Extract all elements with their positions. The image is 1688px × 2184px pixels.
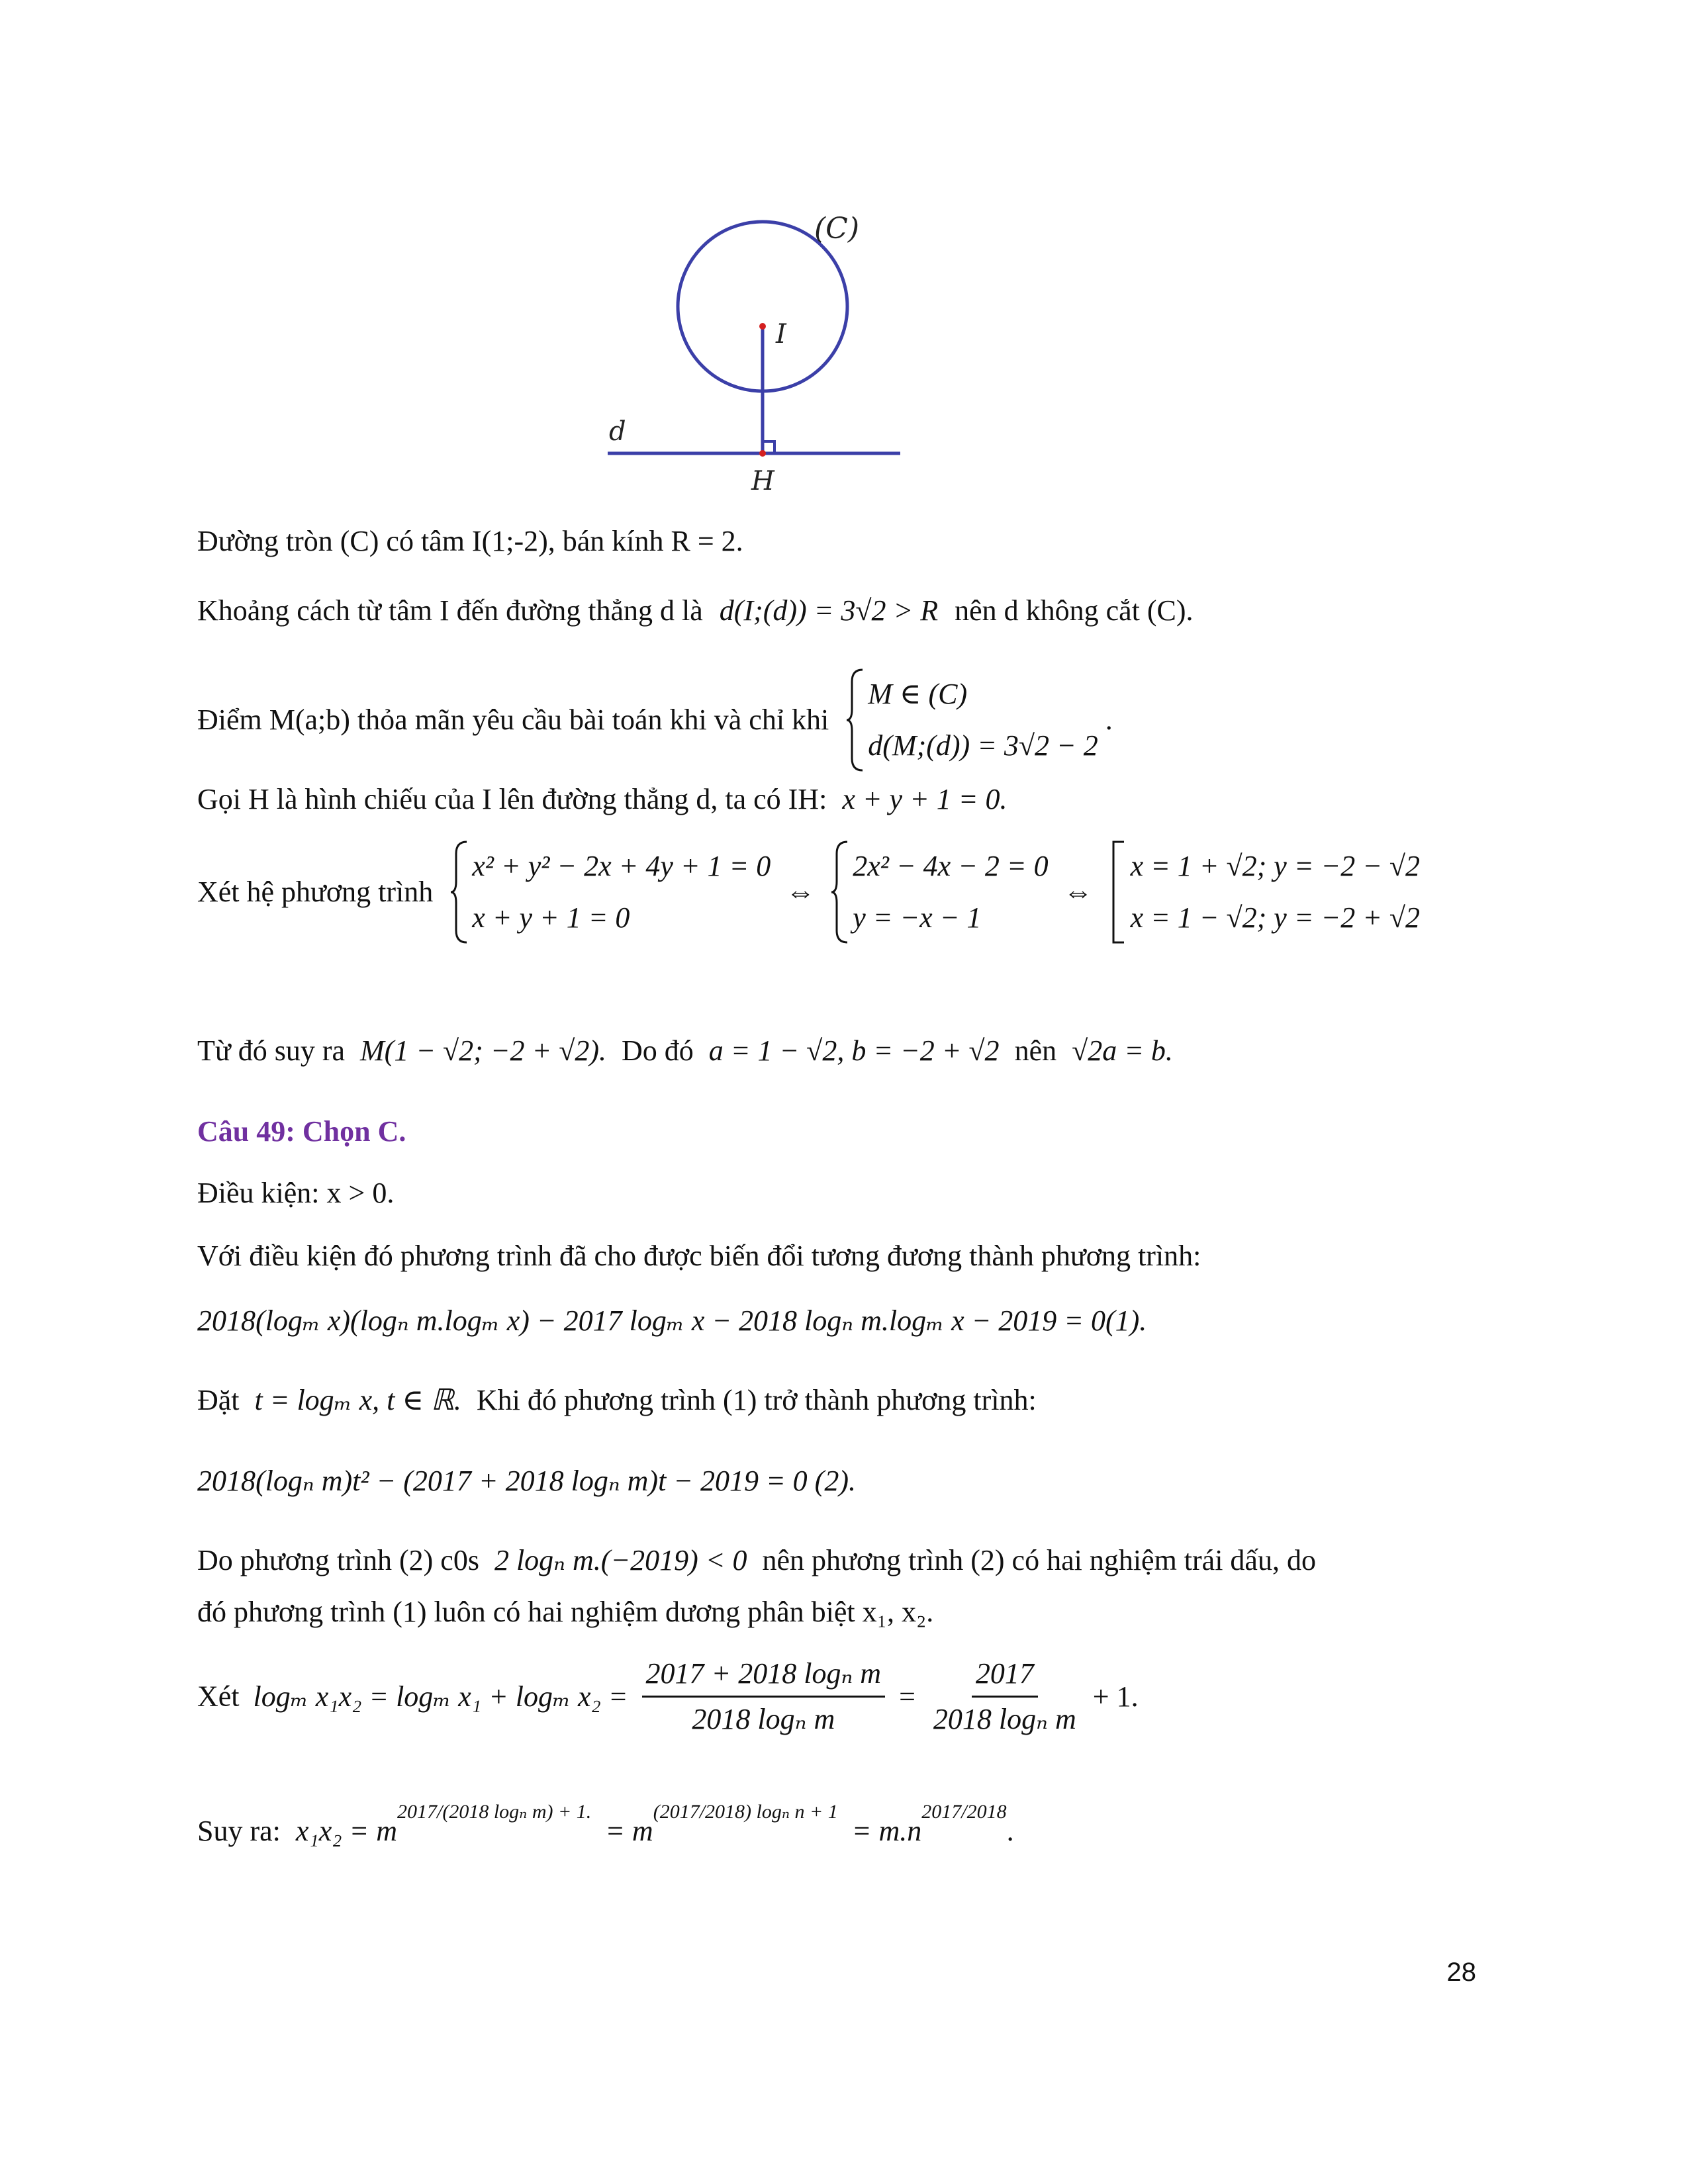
final-rhs: = m.n bbox=[851, 1815, 922, 1847]
conclusion-nen: nên bbox=[1014, 1034, 1057, 1067]
text-two-roots: đó phương trình (1) luôn có hai nghiệm dương phân biệt x₁, x₂. bbox=[197, 1596, 934, 1628]
system-1 bbox=[449, 841, 771, 944]
brace-icon bbox=[830, 841, 850, 944]
bracket-icon bbox=[1108, 841, 1128, 944]
fraction-2-numerator: 2017 bbox=[972, 1655, 1038, 1698]
system-3-row-2: x = 1 − √2; y = −2 + √2 bbox=[1130, 901, 1421, 934]
distance-formula: d(I;(d)) = 3√2 > R bbox=[719, 594, 939, 627]
text-conclusion bbox=[197, 1032, 1173, 1069]
log-sum-fraction-2 bbox=[929, 1655, 1080, 1739]
final-middle: = m bbox=[605, 1815, 653, 1847]
point-i bbox=[759, 323, 766, 330]
point-h bbox=[759, 450, 766, 457]
distance-lead: Khoảng cách từ tâm I đến đường thẳng d là bbox=[197, 594, 703, 627]
question-heading: Câu 49: Chọn C. bbox=[197, 1115, 406, 1148]
projection-lead: Gọi H là hình chiếu của I lên đường thẳng d, ta có IH: bbox=[197, 783, 827, 815]
text-sign-argument bbox=[197, 1542, 1316, 1579]
log-sum-end: + 1. bbox=[1092, 1680, 1139, 1713]
final-end: . bbox=[1006, 1815, 1014, 1847]
equation-1: 2018(logₘ x)(logₙ m.logₘ x) − 2017 logₘ x − 2018 logₙ m.logₘ x − 2019 = 0(1). bbox=[197, 1304, 1147, 1337]
final-exponent-1: 2017/(2018 logₙ m) + 1. bbox=[397, 1801, 592, 1823]
condition-row-2: d(M;(d)) = 3√2 − 2 bbox=[868, 729, 1098, 762]
label-d: d bbox=[609, 416, 626, 447]
sign-lead: Do phương trình (2) c0s bbox=[197, 1544, 479, 1576]
final-exponent-2: (2017/2018) logₙ n + 1 bbox=[653, 1801, 838, 1823]
label-c: (C) bbox=[814, 212, 859, 246]
conclusion-result: √2a = b. bbox=[1072, 1034, 1173, 1067]
distance-tail: nên d không cắt (C). bbox=[955, 594, 1194, 627]
text-final-result bbox=[197, 1794, 1014, 1850]
label-h: H bbox=[751, 466, 774, 496]
text-log-sum bbox=[197, 1655, 1139, 1739]
condition-system bbox=[845, 668, 1098, 772]
conclusion-lead: Từ đó suy ra bbox=[197, 1034, 346, 1067]
text-projection bbox=[197, 781, 1007, 818]
condition-end: . bbox=[1105, 704, 1113, 736]
fraction-1-denominator: 2018 logₙ m bbox=[692, 1703, 835, 1735]
text-condition-m bbox=[197, 668, 1113, 772]
equivalence-2: ⇔ bbox=[1063, 876, 1093, 908]
substitution-tail: Khi đó phương trình (1) trở thành phương trình: bbox=[476, 1384, 1037, 1416]
final-lhs: x₁x₂ = m bbox=[295, 1815, 398, 1847]
equation-2: 2018(logₙ m)t² − (2017 + 2018 logₙ m)t − 2019 = 0 (2). bbox=[197, 1465, 856, 1497]
fraction-1-numerator: 2017 + 2018 logₙ m bbox=[642, 1655, 886, 1698]
system-2-row-1: 2x² − 4x − 2 = 0 bbox=[853, 850, 1049, 882]
page-number: 28 bbox=[1446, 1958, 1476, 1987]
system-2-row-2: y = −x − 1 bbox=[853, 901, 982, 934]
system-3 bbox=[1108, 841, 1420, 944]
conclusion-do-do: Do đó bbox=[622, 1034, 694, 1067]
condition-lead: Điểm M(a;b) thỏa mãn yêu cầu bài toán khi và chỉ khi bbox=[197, 704, 829, 736]
text-circle-center: Đường tròn (C) có tâm I(1;-2), bán kính R = 2. bbox=[197, 525, 743, 557]
conclusion-point: M(1 − √2; −2 + √2). bbox=[360, 1034, 607, 1067]
projection-eq: x + y + 1 = 0. bbox=[842, 783, 1008, 815]
text-distance bbox=[197, 592, 1194, 629]
conclusion-values: a = 1 − √2, b = −2 + √2 bbox=[708, 1034, 1000, 1067]
final-lead: Suy ra: bbox=[197, 1815, 281, 1847]
system-1-row-1: x² + y² − 2x + 4y + 1 = 0 bbox=[472, 850, 771, 882]
circle-line-figure bbox=[583, 199, 927, 503]
brace-icon bbox=[845, 668, 865, 772]
substitution-lead: Đặt bbox=[197, 1384, 240, 1416]
sign-tail: nên phương trình (2) có hai nghiệm trái dấu, do bbox=[762, 1544, 1316, 1576]
equivalence-1: ⇔ bbox=[786, 876, 816, 908]
fraction-2-denominator: 2018 logₙ m bbox=[933, 1703, 1076, 1735]
brace-icon bbox=[449, 841, 469, 944]
label-i: I bbox=[776, 319, 786, 349]
system-3-row-1: x = 1 + √2; y = −2 − √2 bbox=[1130, 850, 1421, 882]
final-exponent-3: 2017/2018 bbox=[921, 1801, 1007, 1823]
condition-row-1: M ∈ (C) bbox=[868, 678, 968, 710]
system-2 bbox=[830, 841, 1048, 944]
system-lead: Xét hệ phương trình bbox=[197, 876, 434, 908]
text-substitution bbox=[197, 1382, 1037, 1419]
text-system bbox=[197, 841, 1420, 944]
log-sum-equals: = bbox=[899, 1680, 915, 1713]
text-domain-condition: Điều kiện: x > 0. bbox=[197, 1177, 395, 1209]
log-sum-fraction-1 bbox=[642, 1655, 886, 1739]
log-sum-lead: Xét bbox=[197, 1680, 240, 1713]
substitution-def: t = logₘ x, t ∈ ℝ. bbox=[254, 1384, 461, 1416]
text-transform: Với điều kiện đó phương trình đã cho được biến đổi tương đương thành phương trình: bbox=[197, 1240, 1201, 1272]
log-sum-expr: logₘ x₁x₂ = logₘ x₁ + logₘ x₂ = bbox=[253, 1680, 628, 1713]
sign-product: 2 logₙ m.(−2019) < 0 bbox=[494, 1544, 747, 1576]
system-1-row-2: x + y + 1 = 0 bbox=[472, 901, 630, 934]
